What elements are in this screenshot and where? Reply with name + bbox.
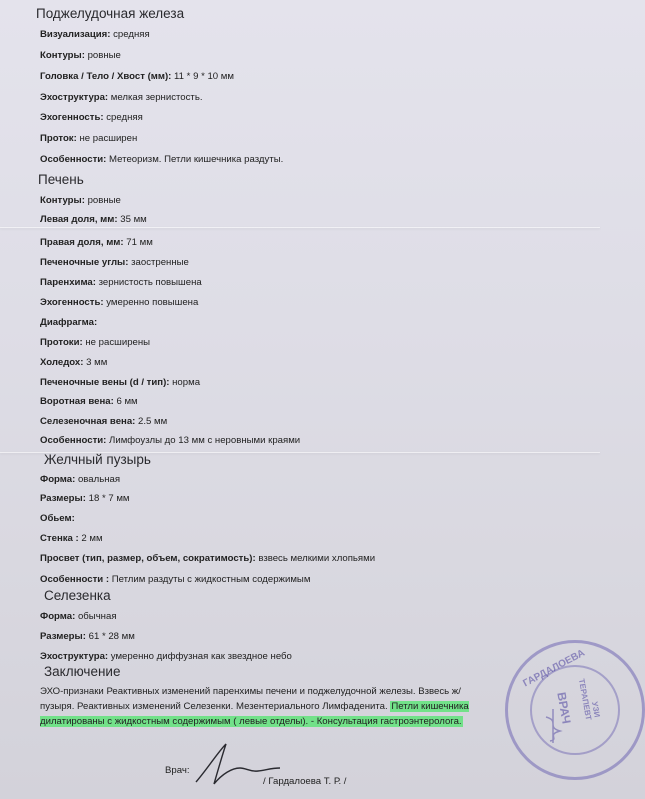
field-value: взвесь мелкими хлопьями — [255, 553, 376, 564]
field-row — [40, 513, 75, 524]
field-label: Левая доля, мм: — [40, 214, 118, 225]
field-label: Печеночные углы: — [40, 257, 129, 268]
field-label: Визуализация: — [40, 29, 111, 40]
field-row — [40, 50, 121, 61]
field-label: Эхоструктура: — [40, 92, 109, 103]
field-value: обычная — [75, 611, 117, 622]
section-title-conclusion: Заключение — [44, 664, 121, 679]
section-title-gallbladder: Желчный пузырь — [44, 452, 151, 467]
field-value: 61 * 28 мм — [85, 631, 135, 642]
field-label: Форма: — [40, 474, 76, 485]
field-value: средняя — [110, 29, 150, 40]
stamp-specialty: ТЕРАПЕВТ — [576, 678, 594, 721]
field-row — [40, 317, 97, 328]
stamp-role: ВРАЧ — [554, 691, 574, 725]
field-value: ровные — [84, 195, 121, 206]
field-label: Особенности: — [40, 154, 107, 165]
doctor-name: / Гардалоева Т. Р. / — [263, 776, 347, 787]
highlighted-text: Петли кишечника дилатированы с жидкостным содержимым ( левые отделы). - Консультация гастроэнтеролога. — [40, 701, 469, 727]
field-value: 11 * 9 * 10 мм — [171, 71, 234, 82]
field-value: зернистость повышена — [95, 277, 202, 288]
field-row — [40, 214, 147, 225]
field-value: норма — [169, 377, 201, 388]
field-value: 71 мм — [123, 237, 153, 248]
field-row — [40, 474, 120, 485]
field-value: средняя — [103, 112, 143, 123]
field-row — [40, 337, 150, 348]
field-label: Контуры: — [40, 195, 85, 206]
field-label: Контуры: — [40, 50, 85, 61]
section-title-pancreas: Поджелудочная железа — [36, 6, 185, 21]
field-row — [40, 651, 292, 662]
field-row — [40, 533, 103, 544]
field-row — [40, 277, 202, 288]
field-row — [40, 377, 200, 388]
field-label: Протоки: — [40, 337, 83, 348]
field-value: овальная — [75, 474, 121, 485]
field-value: ровные — [84, 50, 121, 61]
field-value: 6 мм — [113, 396, 138, 407]
field-row — [40, 611, 117, 622]
field-label: Размеры: — [40, 631, 86, 642]
field-value: умеренно диффузная как звездное небо — [108, 651, 292, 662]
field-row — [40, 416, 167, 427]
field-value: 18 * 7 мм — [85, 493, 130, 504]
field-label: Размеры: — [40, 493, 86, 504]
field-row — [40, 154, 283, 165]
field-label: Эхогенность: — [40, 297, 104, 308]
conclusion-body: ЭХО-признаки Реактивных изменений паренхимы печени и поджелудочной железы. Взвесь ж/ пузыря. Реактивных изменений Селезенки. Мезентериального Лимфаденита. — [40, 686, 461, 712]
field-row — [40, 237, 153, 248]
field-value: не расширен — [76, 133, 138, 144]
field-label: Стенка : — [40, 533, 79, 544]
field-row — [40, 92, 202, 103]
field-row — [40, 257, 189, 268]
field-row — [40, 553, 375, 564]
field-label: Эхоструктура: — [40, 651, 109, 662]
field-label: Обьем: — [40, 513, 75, 524]
field-row — [40, 396, 138, 407]
field-label: Диафрагма: — [40, 317, 98, 328]
stamp-dept: УЗИ — [590, 700, 602, 719]
field-value: умеренно повышена — [103, 297, 199, 308]
field-value: Петлим раздуты с жидкостным содержимым — [109, 574, 311, 585]
doctor-stamp — [505, 640, 645, 780]
field-value: 2 мм — [78, 533, 103, 544]
field-row — [40, 435, 300, 446]
field-value: не расширены — [82, 337, 151, 348]
field-value: Лимфоузлы до 13 мм с неровными краями — [106, 435, 301, 446]
field-row — [40, 631, 135, 642]
field-label: Головка / Тело / Хвост (мм): — [40, 71, 172, 82]
field-label: Проток: — [40, 133, 77, 144]
section-title-spleen: Селезенка — [44, 588, 111, 603]
field-row — [40, 297, 198, 308]
field-row — [40, 71, 234, 82]
field-label: Воротная вена: — [40, 396, 114, 407]
field-row — [40, 574, 310, 585]
field-row — [40, 493, 130, 504]
field-row — [40, 29, 150, 40]
field-label: Селезеночная вена: — [40, 416, 136, 427]
field-value: мелкая зернистость. — [108, 92, 203, 103]
field-label: Правая доля, мм: — [40, 237, 124, 248]
field-label: Холедох: — [40, 357, 84, 368]
field-label: Печеночные вены (d / тип): — [40, 377, 170, 388]
field-label: Просвет (тип, размер, объем, сократимость): — [40, 553, 256, 564]
field-label: Особенности : — [40, 574, 110, 585]
conclusion-text — [40, 684, 480, 729]
field-value: 3 мм — [83, 357, 108, 368]
field-value: Метеоризм. Петли кишечника раздуты. — [106, 154, 284, 165]
field-value: 35 мм — [117, 214, 147, 225]
section-title-liver: Печень — [38, 172, 84, 187]
field-value: заостренные — [128, 257, 189, 268]
field-label: Паренхима: — [40, 277, 96, 288]
field-row — [40, 357, 107, 368]
caduceus-icon — [538, 705, 568, 745]
field-row — [40, 112, 143, 123]
field-label: Эхогенность: — [40, 112, 104, 123]
doctor-label: Врач: — [165, 765, 190, 776]
field-label: Форма: — [40, 611, 76, 622]
field-value: 2.5 мм — [135, 416, 168, 427]
field-row — [40, 133, 137, 144]
field-row — [40, 195, 121, 206]
stamp-name: ГАРДАЛОЕВА — [521, 647, 587, 690]
field-label: Особенности: — [40, 435, 107, 446]
